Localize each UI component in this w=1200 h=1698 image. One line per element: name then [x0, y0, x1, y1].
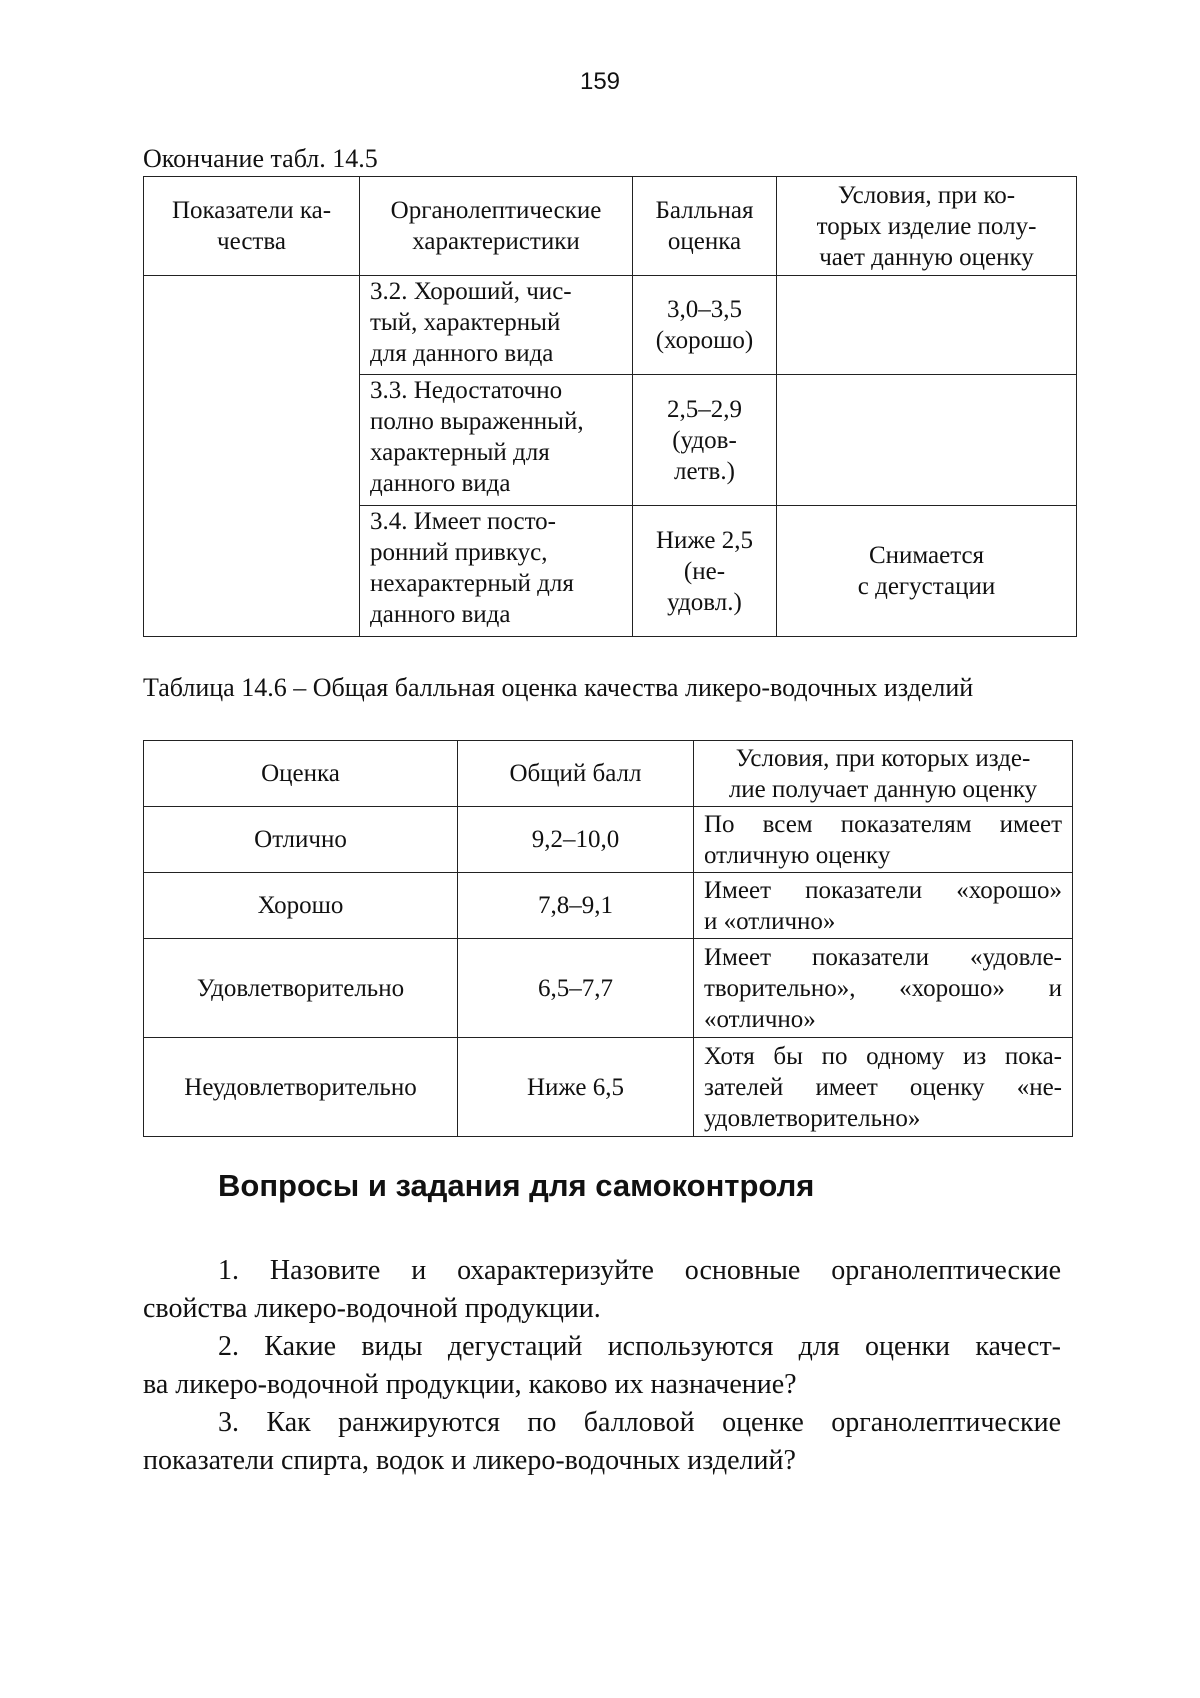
header-organoleptic: Органолептические характеристики	[360, 177, 633, 276]
grade-cell: Отлично	[144, 807, 458, 873]
grade-cell: Неудовлетворительно	[144, 1038, 458, 1137]
condition-cell: Имеет показатели «удовле- творительно», «хорошо» и «отлично»	[694, 939, 1073, 1038]
indicator-cell-empty	[144, 276, 360, 637]
table-row	[144, 873, 1073, 939]
table-14-6-caption: Таблица 14.6 – Общая балльная оценка качества ликеро-водочных изделий	[143, 673, 973, 703]
total-cell: 7,8–9,1	[458, 873, 694, 939]
table-header-row	[144, 741, 1073, 807]
table-row	[144, 807, 1073, 873]
grade-cell: Хорошо	[144, 873, 458, 939]
score-cell: 3,0–3,5 (хорошо)	[633, 276, 777, 375]
question-2: 2. Какие виды дегустаций используются для оценки качест- ва ликеро-водочной продукции, каково их назначение?	[143, 1328, 1061, 1404]
characteristic-cell: 3.2. Хороший, чис- тый, характерный для данного вида	[360, 276, 633, 375]
table-14-5	[143, 176, 1077, 637]
grade-cell: Удовлетворительно	[144, 939, 458, 1038]
total-cell: Ниже 6,5	[458, 1038, 694, 1137]
score-cell: Ниже 2,5 (не- удовл.)	[633, 506, 777, 637]
score-cell: 2,5–2,9 (удов- летв.)	[633, 375, 777, 506]
header-score: Балльная оценка	[633, 177, 777, 276]
page-number: 159	[0, 68, 1200, 96]
total-cell: 6,5–7,7	[458, 939, 694, 1038]
table-header-row	[144, 177, 1077, 276]
header-conditions: Условия, при которых изде- лие получает данную оценку	[694, 741, 1073, 807]
condition-cell: Имеет показатели «хорошо» и «отлично»	[694, 873, 1073, 939]
table-14-6	[143, 740, 1073, 1137]
condition-cell: Снимается с дегустации	[777, 506, 1077, 637]
condition-cell	[777, 375, 1077, 506]
table-14-5-caption: Окончание табл. 14.5	[143, 144, 378, 174]
condition-cell	[777, 276, 1077, 375]
header-quality-indicators: Показатели ка- чества	[144, 177, 360, 276]
characteristic-cell: 3.4. Имеет посто- ронний привкус, нехарактерный для данного вида	[360, 506, 633, 637]
header-grade: Оценка	[144, 741, 458, 807]
characteristic-cell: 3.3. Недостаточно полно выраженный, характерный для данного вида	[360, 375, 633, 506]
question-1: 1. Назовите и охарактеризуйте основные органолептические свойства ликеро-водочной продукции.	[143, 1252, 1061, 1328]
table-row	[144, 939, 1073, 1038]
condition-cell: Хотя бы по одному из пока- зателей имеет оценку «не- удовлетворительно»	[694, 1038, 1073, 1137]
question-3: 3. Как ранжируются по балловой оценке органолептические показатели спирта, водок и ликеро-водочных изделий?	[143, 1404, 1061, 1480]
table-row	[144, 1038, 1073, 1137]
header-total-score: Общий балл	[458, 741, 694, 807]
condition-cell: По всем показателям имеет отличную оценку	[694, 807, 1073, 873]
total-cell: 9,2–10,0	[458, 807, 694, 873]
header-conditions: Условия, при ко- торых изделие полу- чает данную оценку	[777, 177, 1077, 276]
section-title: Вопросы и задания для самоконтроля	[218, 1168, 814, 1204]
table-row	[144, 276, 1077, 375]
